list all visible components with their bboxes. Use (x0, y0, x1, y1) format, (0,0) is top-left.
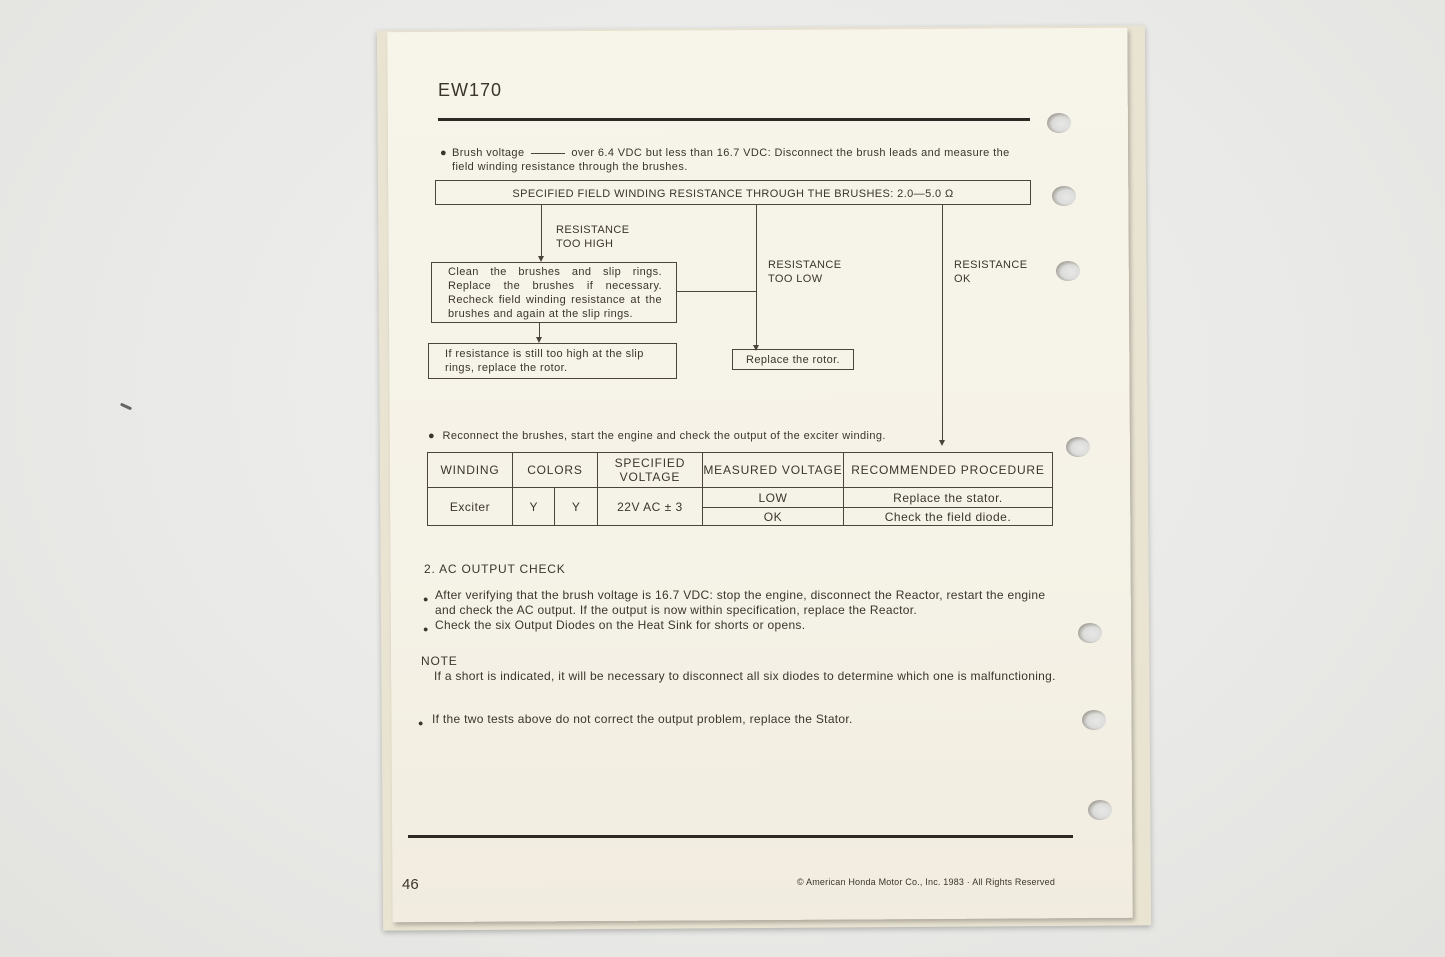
exciter-spec-table (427, 452, 1053, 526)
still-high-box (428, 343, 677, 379)
bullet-text: After verifying that the brush voltage is 16.7 VDC: stop the engine, disconnect the Reactor, restart the engine and check the AC output. If the output is now within specification, replace the Reactor. (435, 588, 1046, 617)
brush-voltage-label: Brush voltage (452, 147, 525, 159)
reconnect-bullet: ● Reconnect the brushes, start the engine and check the output of the exciter winding. (428, 430, 886, 442)
brush-voltage-text: over 6.4 VDC but less than 16.7 VDC: Disconnect the brush leads and measure the field winding resistance through the brushes. (452, 147, 1010, 173)
procedure-ok-cell: Check the field diode. (843, 508, 1052, 526)
replace-rotor-box (732, 349, 854, 370)
binder-hole (1056, 261, 1080, 281)
winding-cell: Exciter (428, 488, 513, 526)
connector-too-low (756, 205, 757, 347)
copyright: © American Honda Motor Co., Inc. 1983 · All Rights Reserved (797, 877, 1056, 887)
model-title: EW170 (438, 80, 503, 100)
footer-rule (408, 835, 1073, 838)
col-colors: COLORS (513, 453, 598, 488)
color-cell-1: Y (513, 488, 555, 526)
too-high-label: RESISTANCE TOO HIGH (556, 224, 630, 250)
too-low-label: RESISTANCE TOO LOW (768, 259, 842, 285)
section-heading: 2. AC OUTPUT CHECK (424, 562, 566, 576)
connector-too-high (541, 205, 542, 257)
flow-header-text: SPECIFIED FIELD WINDING RESISTANCE THROUGH THE BRUSHES: 2.0—5.0 Ω (512, 188, 954, 200)
background-speck (120, 403, 132, 411)
clean-brushes-text: Clean the brushes and slip rings. Replace the brushes if necessary. Recheck field winding resistance at the brushes and again at the slip rings. (448, 266, 662, 320)
ok-label: RESISTANCE OK (954, 259, 1028, 285)
col-specified: SPECIFIED VOLTAGE (597, 453, 702, 488)
measured-low-cell: LOW (702, 488, 843, 508)
flow-header-box (435, 180, 1031, 205)
binder-hole (1088, 800, 1112, 820)
still-high-text: If resistance is still too high at the slip rings, replace the rotor. (445, 348, 644, 374)
bullet-text: Check the six Output Diodes on the Heat Sink for shorts or opens. (435, 618, 806, 632)
section-bullets (423, 588, 1063, 633)
intro-bullet: ● Brush voltage over 6.4 VDC but less than 16.7 VDC: Disconnect the brush leads and measure the field winding resistance through the brushes. (440, 147, 1010, 173)
header-rule (438, 118, 1030, 121)
col-procedure: RECOMMENDED PROCEDURE (843, 453, 1052, 488)
table-row (428, 488, 1053, 508)
list-item: ● After verifying that the brush voltage is 16.7 VDC: stop the engine, disconnect the Reactor, restart the engine and check the AC output. If the output is now within specification, replace the Reactor. (423, 588, 1046, 617)
replace-rotor-text: Replace the rotor. (745, 354, 841, 366)
connector-clean-to-rotor (677, 291, 757, 292)
dash-line (531, 153, 565, 154)
table-header-row (428, 453, 1053, 488)
binder-hole (1078, 623, 1102, 643)
col-winding: WINDING (428, 453, 513, 488)
binder-hole (1052, 186, 1076, 206)
page-number: 46 (402, 876, 419, 893)
binder-hole (1047, 113, 1071, 133)
final-bullet-text: If the two tests above do not correct the output problem, replace the Stator. (432, 712, 853, 726)
connector-ok (942, 205, 943, 441)
note-text: If a short is indicated, it will be necessary to disconnect all six diodes to determine which one is malfunctioning. (434, 669, 1056, 683)
list-item: ● Check the six Output Diodes on the Heat Sink for shorts or opens. (423, 618, 806, 634)
col-measured: MEASURED VOLTAGE (702, 453, 843, 488)
measured-ok-cell: OK (702, 508, 843, 526)
color-cell-2: Y (555, 488, 597, 526)
clean-brushes-box (431, 262, 677, 323)
specified-cell: 22V AC ± 3 (597, 488, 702, 526)
reconnect-text: Reconnect the brushes, start the engine and check the output of the exciter winding. (442, 430, 886, 442)
final-bullet: ● If the two tests above do not correct the output problem, replace the Stator. (418, 712, 853, 728)
binder-hole (1082, 710, 1106, 730)
binder-hole (1066, 437, 1090, 457)
procedure-low-cell: Replace the stator. (843, 488, 1052, 508)
note-title: NOTE (421, 654, 458, 668)
